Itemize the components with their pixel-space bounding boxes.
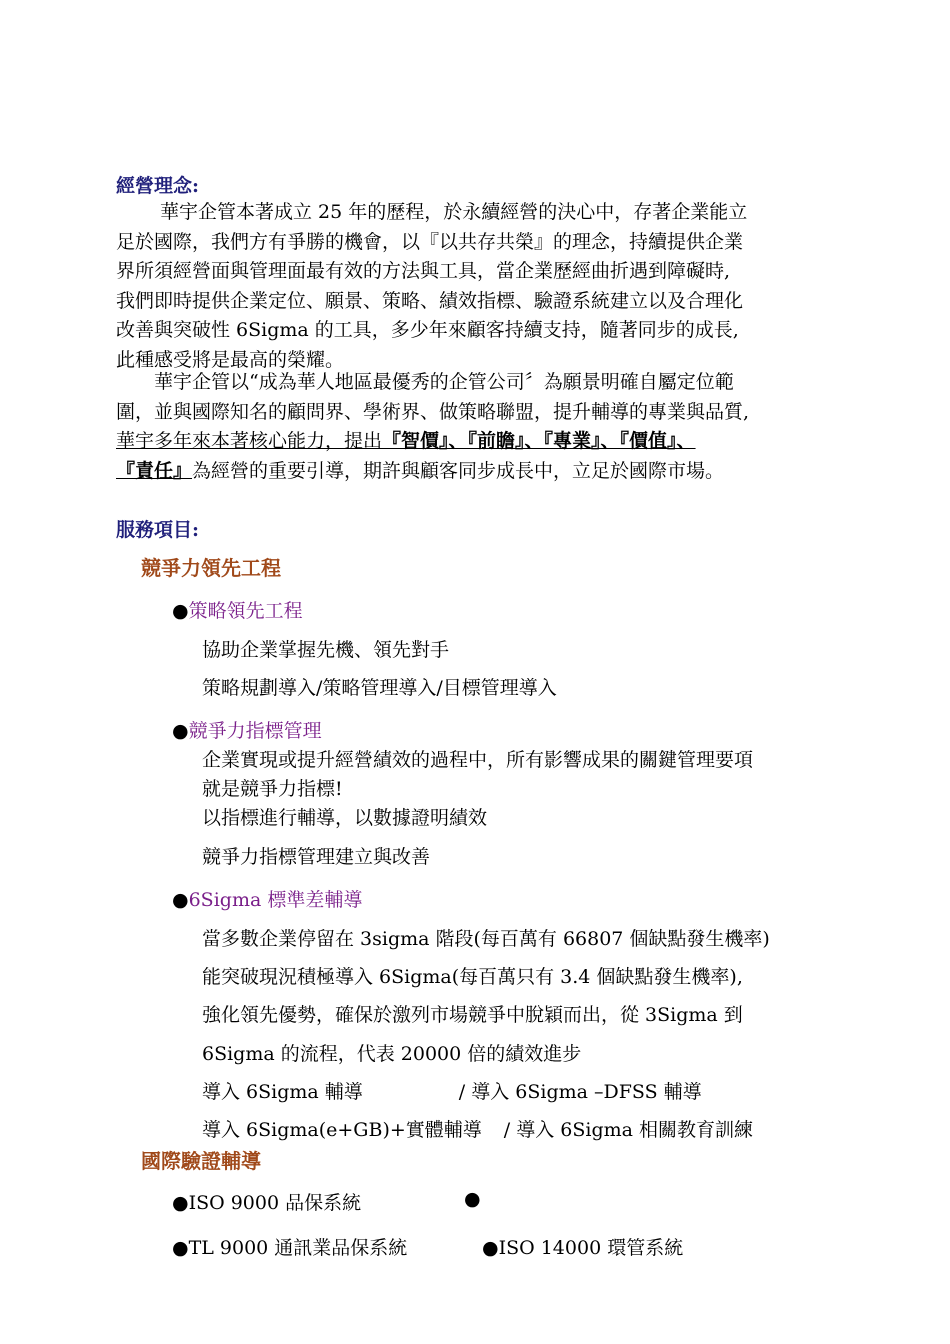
core-values-text: 『智價』、『前瞻』、『專業』、『價值』、 [382, 430, 696, 452]
sigma-service: 導入 6Sigma 輔導 [202, 1081, 363, 1103]
bullet-icon: ● [172, 720, 189, 742]
sigma-service: 導入 6Sigma(e+GB)+實體輔導 [202, 1119, 482, 1141]
bullet-icon: ● [172, 889, 189, 911]
sigma-line: 能突破現況積極導入 6Sigma(每百萬只有 3.4 個缺點發生機率), [202, 966, 743, 988]
bullet-icon: ● [172, 600, 189, 622]
core-value-responsibility: 『責任』 [116, 459, 193, 482]
paragraph-line: 華宇企管以“成為華人地區最優秀的企管公司〞為願景明確自屬定位範 [154, 371, 734, 393]
tl-9000-item: ●TL 9000 通訊業品保系統 [172, 1237, 408, 1259]
strategy-title [172, 596, 303, 623]
kpi-line: 以指標進行輔導，以數據證明績效 [202, 807, 488, 829]
paragraph-line: 華宇企管本著成立 25 年的歷程，於永續經營的決心中，存著企業能立 [160, 201, 748, 223]
sigma-title-text: 6Sigma 標準差輔導 [188, 889, 363, 911]
kpi-line: 企業實現或提升經營績效的過程中，所有影響成果的關鍵管理要項 [202, 749, 754, 771]
sigma-line: 當多數企業停留在 3sigma 階段(每百萬有 66807 個缺點發生機率) [202, 928, 770, 950]
paragraph-line: 圍，並與國際知名的顧問界、學術界、做策略聯盟，提升輔導的專業與品質, [116, 400, 750, 423]
sigma-service-row [202, 1077, 702, 1104]
paragraph-line [116, 457, 876, 487]
certification-heading: 國際驗證輔導 [141, 1149, 261, 1173]
kpi-line: 就是競爭力指標! [202, 778, 343, 800]
paragraph-text: 華宇多年來本著核心能力，提出 [116, 430, 383, 452]
paragraph-line: 足於國際，我們方有爭勝的機會，以『以共存共榮』的理念，持續提供企業 [116, 230, 744, 253]
certification-row [172, 1233, 684, 1260]
kpi-title [172, 716, 322, 743]
iso-9000-item: ●ISO 9000 品保系統 [172, 1192, 362, 1214]
paragraph-line: 此種感受將是最高的榮耀。 [116, 348, 345, 371]
paragraph-line: 改善與突破性 6Sigma 的工具，多少年來顧客持續支持，隨著同步的成長, [116, 319, 739, 341]
philosophy-heading: 經營理念: [116, 175, 200, 197]
certification-row [172, 1188, 481, 1215]
sigma-service: / 導入 6Sigma –DFSS 輔導 [458, 1081, 702, 1103]
paragraph-line [116, 427, 876, 457]
paragraph-line: 我們即時提供企業定位、願景、策略、績效指標、驗證系統建立以及合理化 [116, 289, 744, 312]
strategy-line: 協助企業掌握先機、領先對手 [202, 639, 450, 661]
strategy-title-text: 策略領先工程 [188, 600, 303, 622]
iso-14000-item: ●ISO 14000 環管系統 [482, 1237, 684, 1259]
paragraph-line: 界所須經營面與管理面最有效的方法與工具，當企業歷經曲折遇到障礙時, [116, 260, 731, 282]
philosophy-paragraph-1 [116, 198, 876, 375]
competitiveness-heading: 競爭力領先工程 [141, 556, 281, 580]
sigma-line: 強化領先優勢，確保於激列市場競爭中脫穎而出，從 3Sigma 到 [202, 1004, 743, 1026]
kpi-title-text: 競爭力指標管理 [188, 720, 322, 742]
philosophy-paragraph-2 [116, 368, 876, 486]
services-heading: 服務項目: [116, 519, 200, 541]
strategy-line: 策略規劃導入/策略管理導入/目標管理導入 [202, 677, 557, 699]
kpi-line: 競爭力指標管理建立與改善 [202, 846, 431, 868]
bullet-icon: ● [464, 1188, 481, 1210]
sigma-service-row [202, 1115, 753, 1142]
sigma-service: / 導入 6Sigma 相關教育訓練 [503, 1119, 753, 1141]
sigma-title [172, 885, 362, 912]
paragraph-text: 為經營的重要引導，期許與顧客同步成長中，立足於國際市場。 [192, 459, 725, 482]
sigma-line: 6Sigma 的流程，代表 20000 倍的績效進步 [202, 1043, 582, 1065]
